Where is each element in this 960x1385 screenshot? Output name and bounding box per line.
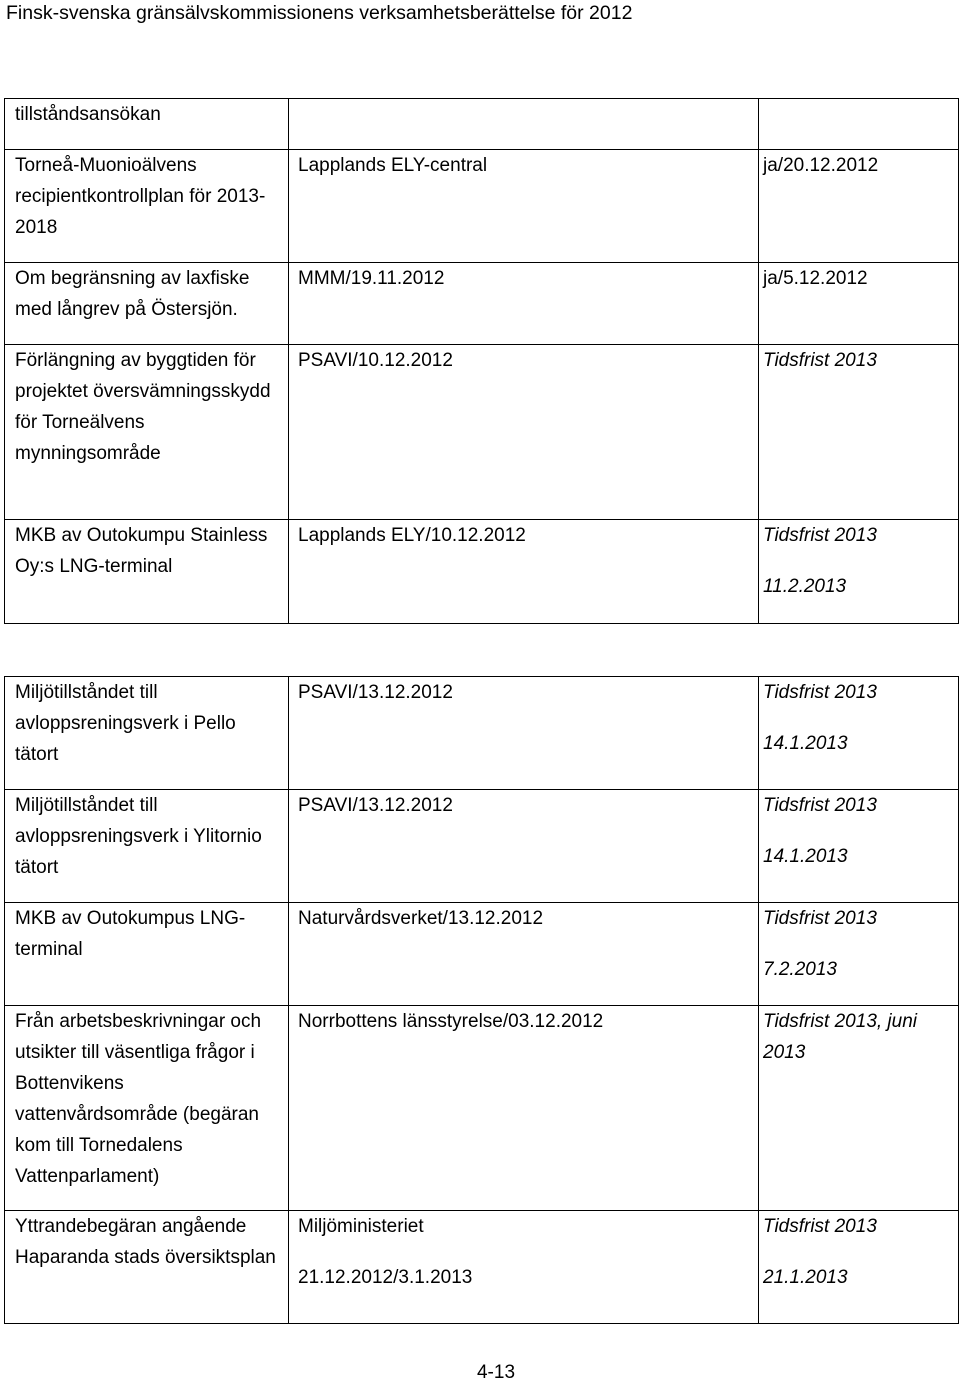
requester-date: 21.12.2012/3.1.2013 (298, 1267, 473, 1288)
cell-requester: Lapplands ELY-central (289, 150, 759, 263)
cell-status (759, 520, 959, 624)
table-row (5, 677, 959, 790)
table-row (5, 150, 959, 263)
status-deadline: Tidsfrist 2013 (763, 682, 877, 703)
status-date: 11.2.2013 (763, 576, 847, 597)
cell-status: Tidsfrist 2013, juni 2013 (759, 1006, 959, 1211)
status-deadline: Tidsfrist 2013 (763, 795, 877, 816)
cell-subject: Yttrandebegäran angående Haparanda stads översiktsplan (5, 1211, 289, 1324)
cell-subject: MKB av Outokumpus LNG-terminal (5, 903, 289, 1006)
status-deadline: Tidsfrist 2013 (763, 908, 877, 929)
table-row (5, 1211, 959, 1324)
cell-status: ja/20.12.2012 (759, 150, 959, 263)
status-date: 14.1.2013 (763, 733, 848, 754)
page-number: 4-13 (476, 1362, 516, 1383)
cell-subject: Från arbetsbeskrivningar och utsikter till väsentliga frågor i Bottenvikens vattenvårdsområde (begäran kom till Tornedalens Vattenparlament) (5, 1006, 289, 1211)
cell-requester: Lapplands ELY/10.12.2012 (289, 520, 759, 624)
statement-table-bottom (4, 676, 959, 1324)
table-row (5, 99, 959, 150)
page-header: Finsk-svenska gränsälvskommissionens verksamhetsberättelse för 2012 (6, 2, 633, 24)
cell-status (759, 1211, 959, 1324)
status-deadline: Tidsfrist 2013 (763, 525, 877, 546)
cell-status (759, 99, 959, 150)
cell-status (759, 677, 959, 790)
table-row (5, 263, 959, 345)
table-row (5, 1006, 959, 1211)
table-row (5, 345, 959, 520)
cell-requester: PSAVI/13.12.2012 (289, 790, 759, 903)
cell-subject: Om begränsning av laxfiske med långrev på Östersjön. (5, 263, 289, 345)
cell-requester: PSAVI/13.12.2012 (289, 677, 759, 790)
cell-requester: PSAVI/10.12.2012 (289, 345, 759, 520)
requester-name: Miljöministeriet (298, 1216, 424, 1237)
status-deadline: Tidsfrist 2013 (763, 1216, 877, 1237)
cell-status: ja/5.12.2012 (759, 263, 959, 345)
cell-requester (289, 99, 759, 150)
status-date: 14.1.2013 (763, 846, 848, 867)
cell-subject: MKB av Outokumpu Stainless Oy:s LNG-terminal (5, 520, 289, 624)
cell-subject: Förlängning av byggtiden för projektet översvämningsskydd för Torneälvens mynningsområde (5, 345, 289, 520)
cell-subject: Miljötillståndet till avloppsreningsverk i Pello tätort (5, 677, 289, 790)
status-date: 21.1.2013 (763, 1267, 848, 1288)
cell-requester: MMM/19.11.2012 (289, 263, 759, 345)
cell-requester: Norrbottens länsstyrelse/03.12.2012 (289, 1006, 759, 1211)
cell-status (759, 903, 959, 1006)
cell-status (759, 790, 959, 903)
table-row (5, 790, 959, 903)
cell-requester: Naturvårdsverket/13.12.2012 (289, 903, 759, 1006)
cell-status: Tidsfrist 2013 (759, 345, 959, 520)
cell-subject: Torneå-Muonioälvens recipientkontrollplan för 2013-2018 (5, 150, 289, 263)
cell-subject: Miljötillståndet till avloppsreningsverk i Ylitornio tätort (5, 790, 289, 903)
statement-table-top (4, 98, 959, 624)
cell-requester (289, 1211, 759, 1324)
table-row (5, 903, 959, 1006)
cell-subject: tillståndsansökan (5, 99, 289, 150)
status-date: 7.2.2013 (763, 959, 837, 980)
table-row (5, 520, 959, 624)
